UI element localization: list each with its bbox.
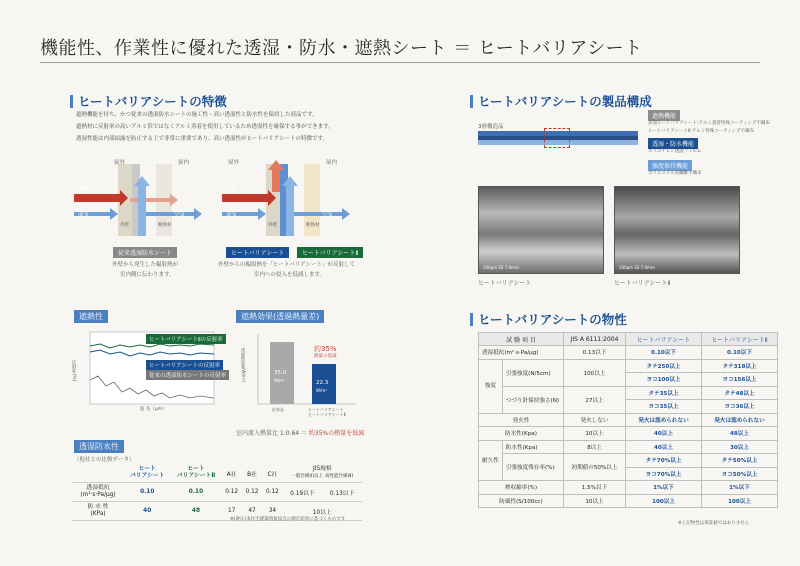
value-cell: ヨコ156以上 [702,373,778,387]
legend-heatbarrier: ヒートバリアシートの反射率 [146,360,223,370]
properties-footnote: ※上記物性は保証値ではありません [678,521,750,526]
jis-cell: 初期値の50%以上 [564,454,626,481]
jis-label: JIS規格 [312,466,332,472]
value-cell: タテ48以上 [702,386,778,400]
value-cell: 100以上 [702,494,778,508]
row-label-text: 透湿抵抗 [86,485,110,491]
table-row [479,346,778,360]
table-cell: 0.10 [124,483,170,502]
table-cell: 48 [170,502,221,521]
item-cell: 防水性(Kpa) [479,427,564,441]
table-cell: 0.10 [170,483,221,502]
header-cell: JIS A 6111:2004 [564,333,626,346]
legend-heatbarrier2: ヒートバリアシートⅡの反射率 [146,334,226,344]
item-cell: 防風性(S/100cc) [479,494,564,508]
item-cell: 引張強度(N/5cm) [502,359,563,386]
permeability-table [72,464,362,521]
shield-effect-heading [236,310,324,323]
features-line-1: 遮熱機能を持ち、かつ従来の透湿防水シートの施工性・高い透湿性と防水性を保持した商品です。 [76,112,318,118]
value-cell: タテ250以上 [626,359,702,373]
value-cell: タテ35以上 [626,386,702,400]
item-cell: 防水性(Kpa) [502,440,563,454]
legend-conventional: 従来の透湿防水シートの反射率 [146,370,229,380]
conventional-diagram-art [70,158,210,242]
jis-cell: 10以上 [564,494,626,508]
permeability-heading: 透湿防水性 [74,440,124,453]
value-cell: ヨコ50%以上 [702,467,778,481]
heat-shield-heading: 遮熱性 [74,310,108,323]
photo1-scale: 100μm SS 7.0mm [483,265,519,270]
table-header-row [479,333,778,346]
heatbarrier-tag: ヒートバリアシート [226,247,289,258]
properties-heading-text: ヒートバリアシートの物性 [478,312,627,327]
row-label [72,502,124,521]
shield-effect-chart [240,332,360,424]
table-row [479,413,778,427]
shield-effect-footer [236,428,364,437]
heatbarrier-diagram [218,158,358,242]
layer-stack [478,131,638,153]
jis-cell: 1.5%以下 [564,481,626,495]
value-cell: 1%以下 [702,481,778,495]
page-title: 機能性、作業性に優れた透湿・防水・遮熱シート ＝ ヒートバリアシート [40,38,643,59]
footer-highlight: 約35%の熱量を低減 [308,430,365,437]
table-row [479,494,778,508]
layer-tag-1: 遮熱機能 [648,110,680,121]
table-cell: 0.13以下 [322,483,362,502]
row-label-text: 防 水 性 [87,504,109,510]
header-cell: 試 験 項 目 [479,333,564,346]
header-cell: ヒート バリアシートⅡ [170,464,221,483]
value-cell: ヨコ70%以上 [626,467,702,481]
inside-label: 屋内 [326,160,338,166]
jis-cell: 0.13以下 [564,346,626,360]
jis-sub-2: 高性能仕様(Ⅱ) [325,474,354,479]
photo1-caption: ヒートバリアシート [478,280,532,287]
bar1-unit: W/m² [274,378,285,383]
layer-desc-1a: 表面ヒートバリアシート:アルミ蒸着特殊コーティング不織布 [648,121,770,126]
item-cell: 透湿抵抗(m²·s·Pa/μg) [479,346,564,360]
table-cell: 34 [262,502,282,521]
shield-effect-heading-text: 遮熱効果 [241,312,273,321]
conventional-diagram [70,158,210,242]
value-cell: タテ50%以上 [702,454,778,468]
value-cell: 0.10以下 [702,346,778,360]
wall-label: 外壁 [120,223,129,228]
damp-label: 湿気 [226,212,238,218]
value-cell: タテ70%以上 [626,454,702,468]
table-row [479,386,778,400]
table-cell: 0.19以下 [283,483,323,502]
value-cell: ヨコ36以上 [702,400,778,414]
jis-cell: 27以上 [564,386,626,413]
properties-heading [470,310,627,328]
heat-label: 熱線 [78,187,90,193]
jis-cell: 発火しない [564,413,626,427]
row-label [72,483,124,502]
reduction-value: 約35% [314,345,337,353]
y-axis-label: 反射率(%) [71,360,76,382]
value-cell: 40以上 [626,440,702,454]
table-row [479,359,778,373]
jis-cell: 100以上 [564,359,626,386]
wall-label: 外壁 [268,223,277,228]
layer-desc-1b: ヒートバリアシートⅡ:アルミ特殊コーティング不織布 [648,129,755,134]
row-label-unit: (KPa) [90,511,106,517]
value-cell: ヨコ35以上 [626,400,702,414]
features-heading [70,92,227,110]
value-cell: 発火は認められない [702,413,778,427]
heatbarrier2-tag: ヒートバリアシートⅡ [297,247,363,258]
table-row [479,481,778,495]
features-line-3: 透湿性能は内部結露を防止する上で非常に重要であり、高い透湿性がヒートバリアシートの特徴です。 [76,136,329,142]
outside-label: 屋外 [114,160,126,166]
insulation-label: 断熱材 [158,223,172,228]
heatbarrier-caption-2: 室内への侵入を低減します。 [254,272,326,278]
properties-table [478,332,778,508]
sem-photo-2 [614,186,740,274]
header-cell: C社 [262,464,282,483]
value-cell: タテ318以上 [702,359,778,373]
header-cell: A社 [221,464,241,483]
layer-desc-2: ポリエチレン透湿フィルム [648,149,702,154]
header-cell: B社 [242,464,262,483]
table-cell: 40 [124,502,170,521]
table-cell: 47 [242,502,262,521]
value-cell: ヨコ100以上 [626,373,702,387]
conventional-caption-1: 外壁から発生した輻射熱が [112,262,179,268]
conventional-tag: 従来透湿防水シート [113,247,177,258]
damp-label: 湿気 [78,212,90,218]
table-row [479,440,778,454]
permeability-footnote: ※(財)日本住宅建築情報協会の測定結果に基づくものです [230,517,346,522]
group-cell: 耐久性 [479,440,503,481]
heading-bar [470,95,473,108]
value-cell: 発火は認められない [626,413,702,427]
value-cell: 0.10以下 [626,346,702,360]
structure-heading [470,92,652,110]
header-cell [72,464,124,483]
conventional-caption-2: 室内側に伝わります。 [120,272,175,278]
header-cell: ヒート バリアシート [124,464,170,483]
heading-bar [470,313,473,326]
table-cell: 0.12 [262,483,282,502]
value-cell: 48以上 [702,427,778,441]
table-header-row [72,464,362,483]
bar2-label: ヒートバリアシート ヒートバリアシートⅡ [308,407,346,417]
item-cell: 発火性 [479,413,564,427]
heatbarrier-caption-1: 外壁からの輻射熱を「ヒートバリアシート」が反射して [218,262,355,268]
table-cell: 0.12 [221,483,241,502]
structure-label: 3層構造品 [478,124,504,130]
structure-heading-text: ヒートバリアシートの製品構成 [478,94,652,109]
shield-effect-heading-sub: (透過熱量差) [273,312,320,321]
header-cell [283,464,362,483]
zoom-box [544,128,570,148]
features-line-2: 遮熱材に反射率の高いアルミ箔ではなくアルミ蒸着を使用しているため透湿性を確保する事ができます。 [76,124,334,130]
bar2-unit: W/m² [316,388,327,393]
features-heading-text: ヒートバリアシートの特徴 [78,94,227,109]
permeability-note: （他社との比較データ） [74,457,135,463]
outside-label: 屋外 [228,160,240,166]
bar2-value: 22.3 [316,380,329,386]
photo2-scale: 100μm SS 7.0mm [619,265,655,270]
value-cell: 40以上 [626,427,702,441]
heatbarrier-diagram-art [218,158,358,242]
header-cell: ヒートバリアシート [626,333,702,346]
air-label: 空気 [322,212,334,218]
jis-sub-1: 一般仕様(Ⅰ)以上 [291,474,324,479]
table-cell: 0.12 [242,483,262,502]
inside-label: 屋内 [178,160,190,166]
value-cell: 1%以下 [626,481,702,495]
footer-pre: 室内流入熱量比 1:0.64 ＝ [236,430,309,437]
reflectance-chart [70,330,227,414]
title-rule [40,62,760,63]
table-row [479,454,778,468]
photo2-caption: ヒートバリアシートⅡ [614,280,671,287]
layer-desc-3: ポリエステル長繊維不織布 [648,171,702,176]
item-cell: つづり針保持強さ(N) [502,386,563,413]
item-cell: 引張強度残存率(%) [502,454,563,481]
table-row [72,483,362,502]
reduction-sub: 熱量の低減 [314,354,337,359]
jis-cell: 8以上 [564,440,626,454]
y-axis-label: 透過熱流量(W/m²) [241,348,246,382]
table-cell: 10以上 [283,502,362,521]
x-axis-label: 波 長（μm） [140,407,167,412]
insulation-label: 断熱材 [306,223,320,228]
sem-photo-1 [478,186,604,274]
value-cell: 100以上 [626,494,702,508]
table-row [479,427,778,441]
layer-tag-3: 強度保持機能 [648,160,692,171]
heading-bar [70,95,73,108]
bar1-label: 従来品 [272,407,284,412]
row-label-unit: (m²·s·Pa/μg) [80,492,116,498]
jis-cell: 10以上 [564,427,626,441]
table-cell: 17 [221,502,241,521]
value-cell: 30以上 [702,440,778,454]
item-cell: 熱収縮率(%) [479,481,564,495]
bar1-value: 35.0 [274,370,287,376]
air-label: 空気 [174,212,186,218]
layer-tag-2: 透湿・防水機能 [648,138,698,149]
group-cell: 強度 [479,359,503,413]
header-cell: ヒートバリアシートⅡ [702,333,778,346]
heat-label: 熱線 [226,187,238,193]
